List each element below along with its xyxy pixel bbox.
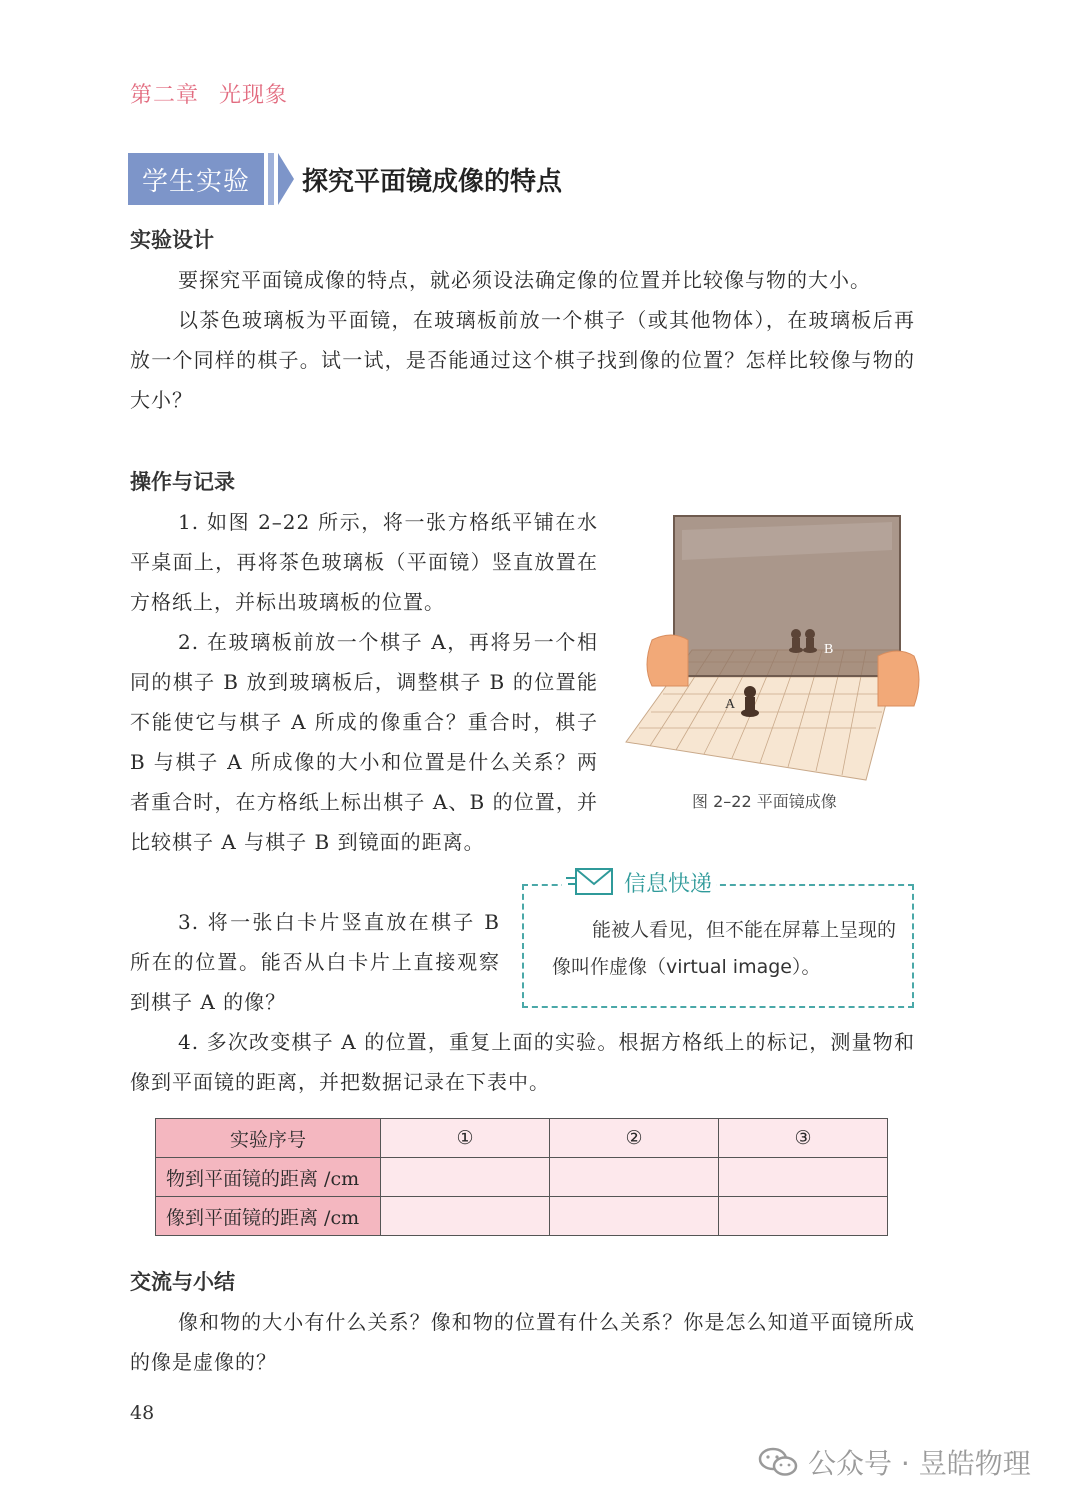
procedure-step-1: 1. 如图 2–22 所示，将一张方格纸平铺在水平桌面上，再将茶色玻璃板（平面镜）竖直放置在方格纸上，并标出玻璃板的位置。	[130, 510, 598, 614]
table-row-label: 像到平面镜的距离 /cm	[156, 1197, 381, 1236]
info-box-title: 信息快递	[624, 871, 713, 897]
procedure-step-3: 3. 将一张白卡片竖直放在棋子 B 所在的位置。能否从白卡片上直接观察到棋子 A 的像？	[130, 910, 500, 1014]
label-a: A	[725, 697, 736, 712]
table-header-row	[156, 1119, 888, 1158]
info-box-text: 能被人看见，但不能在屏幕上呈现的像叫作虚像（virtual image）。	[552, 919, 897, 978]
table-row	[156, 1197, 888, 1236]
chapter-number: 第二章	[130, 83, 200, 108]
right-stand	[878, 651, 919, 706]
lab-title: 探究平面镜成像的特点	[302, 167, 563, 197]
info-box-header	[562, 866, 716, 898]
lab-tag	[128, 153, 294, 205]
envelope-icon	[566, 866, 618, 898]
table-cell	[719, 1158, 888, 1197]
lab-tag-arrow-icon	[278, 153, 294, 205]
table-row-label: 物到平面镜的距离 /cm	[156, 1158, 381, 1197]
left-stand	[647, 635, 688, 686]
design-paragraph-2: 以茶色玻璃板为平面镜，在玻璃板前放一个棋子（或其他物体），在玻璃板后再放一个同样的棋子。试一试，是否能通过这个棋子找到像的位置？怎样比较像与物的大小？	[130, 308, 915, 412]
mirror-figure	[622, 510, 922, 790]
lab-tag-bar	[268, 153, 274, 205]
summary-paragraph: 像和物的大小有什么关系？像和物的位置有什么关系？你是怎么知道平面镜所成的像是虚像的？	[130, 1310, 915, 1374]
watermark-text: 公众号 · 昱皓物理	[808, 1447, 1031, 1480]
figure-caption: 图 2–22 平面镜成像	[692, 792, 837, 811]
section-heading-design: 实验设计	[130, 228, 214, 252]
design-paragraph-1: 要探究平面镜成像的特点，就必须设法确定像的位置并比较像与物的大小。	[178, 268, 871, 292]
table-header-cell: ③	[719, 1119, 888, 1158]
procedure-step-2: 2. 在玻璃板前放一个棋子 A，再将另一个相同的棋子 B 放到玻璃板后，调整棋子 B 的位置能不能使它与棋子 A 所成的像重合？重合时，棋子 B 与棋子 A 所成像的大小和位置是什么关系？两者重合时，在方格纸上标出棋子 A、B 的位置，并比较棋子 A 与棋子 B 到镜面的距离。	[130, 630, 598, 854]
table-header-cell: 实验序号	[156, 1119, 381, 1158]
section-heading-procedure: 操作与记录	[130, 470, 235, 494]
table-cell	[719, 1197, 888, 1236]
table-header-cell: ①	[381, 1119, 550, 1158]
procedure-step-4: 4. 多次改变棋子 A 的位置，重复上面的实验。根据方格纸上的标记，测量物和像到平面镜的距离，并把数据记录在下表中。	[130, 1030, 915, 1094]
table-cell	[381, 1197, 550, 1236]
table-row	[156, 1158, 888, 1197]
page-number: 48	[130, 1402, 155, 1424]
label-b: B	[824, 642, 834, 657]
wechat-icon	[758, 1446, 798, 1478]
watermark	[758, 1442, 1031, 1482]
chapter-header	[130, 78, 288, 109]
table-cell	[550, 1158, 719, 1197]
section-heading-summary: 交流与小结	[130, 1270, 235, 1294]
table-cell	[550, 1197, 719, 1236]
table-cell	[381, 1158, 550, 1197]
table-header-cell: ②	[550, 1119, 719, 1158]
lab-tag-label: 学生实验	[128, 153, 264, 205]
data-table	[155, 1118, 888, 1236]
chapter-title: 光现象	[219, 83, 289, 108]
